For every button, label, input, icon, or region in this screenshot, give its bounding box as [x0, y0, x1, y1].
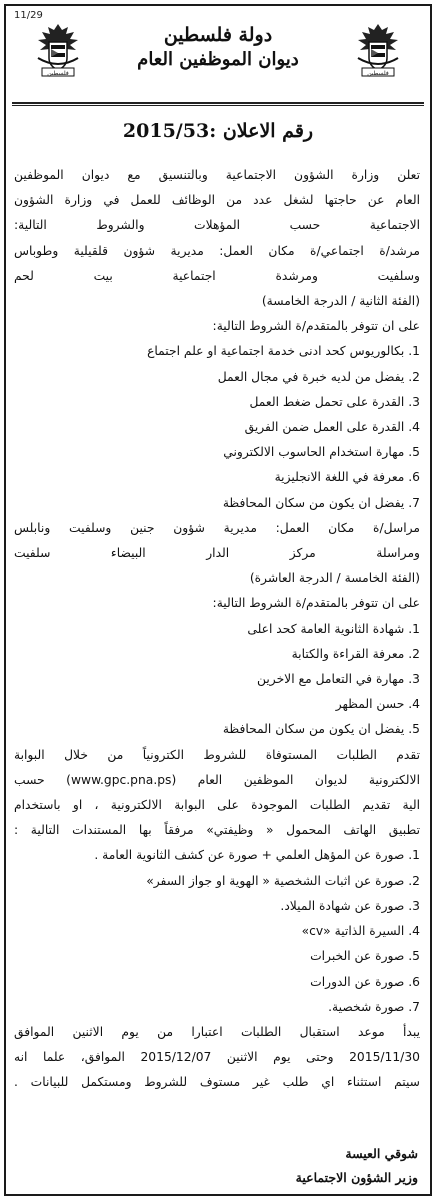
body-line: 6. صورة عن الدورات [310, 974, 420, 989]
emblem-caption: فلسطين [47, 70, 69, 77]
body-line: على ان تتوفر بالمتقدم/ة الشروط التالية: [212, 596, 420, 611]
signature-block [6, 1142, 418, 1190]
body-line: 4. حسن المظهر [335, 697, 420, 712]
announcement-title: رقم الاعلان :2015/53 [122, 120, 314, 142]
page-number: 11/29 [14, 10, 43, 21]
body-line: 3. مهارة في التعامل مع الاخرين [257, 672, 420, 687]
body-line: (الفئة الثانية / الدرجة الخامسة) [261, 294, 420, 309]
body-line: 1. صورة عن المؤهل العلمي + صورة عن كشف الثانوية العامة . [94, 848, 420, 863]
body-line: 5. مهارة استخدام الحاسوب الالكتروني [223, 445, 420, 460]
body-line: تقدم الطلبات المستوفاة للشروط الكترونياً من خلال البوابة [14, 747, 420, 762]
header-divider [12, 105, 424, 106]
body-line: 1. شهادة الثانوية العامة كحد اعلى [247, 621, 420, 636]
body-line: 7. يفضل ان يكون من سكان المحافظة [222, 495, 420, 510]
body-line: 3. القدرة على تحمل ضغط العمل [249, 394, 420, 409]
body-line: 5. صورة عن الخبرات [310, 949, 420, 964]
body-line: تطبيق الهاتف المحمول « وظيفتي» مرفقاً بها المستندات التالية : [14, 823, 420, 838]
body-line: يبدأ موعد استقبال الطلبات اعتبارا من يوم الاثنين الموافق [14, 1024, 420, 1039]
body-line: 7. صورة شخصية. [328, 999, 420, 1014]
body-line: 2. معرفة القراءة والكتابة [291, 646, 420, 661]
announcement-page [4, 4, 432, 1196]
body-line: وسلفيت ومرشدة اجتماعية بيت لحم [14, 268, 420, 283]
palestine-emblem-icon [32, 18, 84, 82]
announcement-body [14, 163, 420, 1096]
body-line: الاجتماعية حسب المؤهلات والشروط التالية: [14, 218, 420, 233]
header-bureau: ديوان الموظفين العام [137, 49, 299, 70]
header [106, 22, 330, 72]
body-line: الالكترونية لديوان الموظفين العام (www.gpc.pna.ps) حسب [14, 772, 420, 787]
body-line: 6. معرفة في اللغة الانجليزية [274, 470, 420, 485]
body-line: 5. يفضل ان يكون من سكان المحافظة [222, 722, 420, 737]
body-line: الية تقديم الطلبات الموجودة على البوابة الالكترونية ، او باستخدام [14, 798, 420, 813]
body-line: سيتم استثناء اي طلب غير مستوف للشروط ومستكمل للبيانات . [14, 1075, 420, 1090]
body-line: 3. صورة عن شهادة الميلاد. [280, 898, 420, 913]
body-line: 4. السيرة الذاتية «cv» [301, 924, 420, 939]
emblem-caption: فلسطين [367, 70, 389, 77]
header-state: دولة فلسطين [163, 24, 273, 46]
body-line: تعلن وزارة الشؤون الاجتماعية وبالتنسيق مع ديوان الموظفين [14, 168, 420, 182]
body-line: العام عن حاجتها لشغل عدد من الوظائف للعمل في وزارة الشؤون [14, 193, 420, 208]
body-line: مراسل/ة مكان العمل: مديرية شؤون جنين وسلفيت ونابلس [14, 520, 420, 535]
body-line: على ان تتوفر بالمتقدم/ة الشروط التالية: [212, 319, 420, 334]
body-line: (الفئة الخامسة / الدرجة العاشرة) [249, 571, 420, 586]
body-line: 2. يفضل من لديه خبرة في مجال العمل [217, 369, 420, 384]
body-line: 2015/11/30 وحتى يوم الاثنين 2015/12/07 الموافق، علما انه [14, 1050, 420, 1065]
signatory-name: شوقي العيسة [345, 1146, 418, 1161]
body-line: مرشد/ة اجتماعي/ة مكان العمل: مديرية شؤون قلقيلية وطوباس [14, 243, 420, 258]
body-line: ومراسلة مركز الدار البيضاء سلفيت [14, 546, 420, 561]
palestine-emblem-icon [352, 18, 404, 82]
body-line: 4. القدرة على العمل ضمن الفريق [244, 420, 420, 435]
body-line: 1. بكالوريوس كحد ادنى خدمة اجتماعية او علم اجتماع [147, 344, 420, 359]
signatory-position: وزير الشؤون الاجتماعية [295, 1170, 418, 1185]
body-line: 2. صورة عن اثبات الشخصية « الهوية او جواز السفر» [146, 873, 420, 888]
header-divider [12, 102, 424, 104]
